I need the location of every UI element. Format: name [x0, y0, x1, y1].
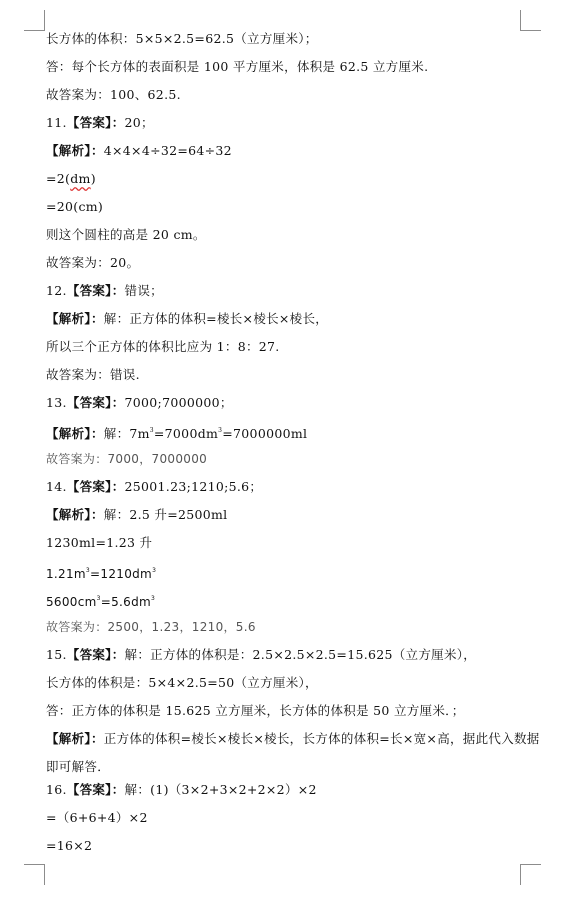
page-corner-top-left	[24, 10, 45, 31]
analysis-line	[46, 422, 546, 450]
analysis-line	[46, 142, 546, 170]
answer-line: 14.【答案】：25001.23;1210;5.6；	[46, 479, 263, 494]
label-bracket: 【答案】：	[66, 115, 125, 130]
label-bracket: 【解析】：	[46, 731, 104, 746]
spellcheck-underlined-word: dm	[70, 171, 91, 186]
label-bracket: 【解析】：	[46, 311, 104, 326]
text-line: 故答案为：2500，1.23，1210，5.6	[46, 620, 256, 634]
text-line: 则这个圆柱的高是 20 cm。	[46, 227, 206, 242]
text-segment: =5.6dm	[100, 595, 152, 609]
superscript: 3	[149, 427, 154, 434]
page-corner-top-right	[520, 10, 541, 31]
label-bracket: 【答案】：	[66, 283, 125, 298]
text-line: =16×2	[46, 838, 93, 853]
text-line: 所以三个正方体的体积比应为 1：8：27.	[46, 339, 280, 354]
superscript: 3	[96, 595, 101, 602]
text-line: 答：每个长方体的表面积是 100 平方厘米，体积是 62.5 立方厘米.	[46, 59, 429, 74]
text-line	[46, 590, 546, 618]
document-page	[46, 30, 546, 865]
text-segment: 1.21m	[46, 567, 86, 581]
text-line: 故答案为：7000，7000000	[46, 452, 208, 466]
label-bracket: 【答案】：	[66, 479, 125, 494]
analysis-line: 【解析】：正方体的体积=棱长×棱长×棱长，长方体的体积=长×宽×高，据此代入数据即可解答．	[46, 731, 540, 774]
text-line: 答：正方体的体积是 15.625 立方厘米，长方体的体积是 50 立方厘米．；	[46, 703, 465, 718]
analysis-line: 【解析】：解：正方体的体积=棱长×棱长×棱长，	[46, 311, 329, 326]
text-line: 故答案为：100、62.5.	[46, 87, 181, 102]
answer-line: 12.【答案】：错误；	[46, 283, 163, 298]
text-line: 1230ml=1.23 升	[46, 535, 153, 550]
superscript: 3	[151, 595, 156, 602]
label-bracket: 【解析】：	[46, 507, 104, 522]
label-bracket: 【答案】：	[66, 647, 125, 662]
text-segment: 解：7m	[103, 426, 150, 441]
text-line: 长方体的体积是：5×4×2.5=50（立方厘米），	[46, 675, 318, 690]
analysis-line: 【解析】：解：2.5 升=2500ml	[46, 507, 228, 522]
text-line: 故答案为：20。	[46, 255, 140, 270]
page-corner-bottom-left	[24, 864, 45, 885]
text-line: =20(cm)	[46, 199, 104, 214]
text-segment: =1210dm	[90, 567, 153, 581]
text-segment: )	[90, 171, 96, 186]
text-segment: =7000000ml	[222, 426, 308, 441]
answer-line: 13.【答案】：7000;7000000；	[46, 395, 233, 410]
analysis-label: 【解析】：	[46, 426, 104, 441]
text-line	[46, 170, 546, 198]
superscript: 3	[218, 427, 223, 434]
text-line: =（6+6+4）×2	[46, 810, 148, 825]
answer-line: 16.【答案】：解：(1)（3×2+3×2+2×2）×2	[46, 782, 317, 797]
text-segment: =7000dm	[153, 426, 219, 441]
text-segment: =2(	[46, 171, 71, 186]
page-corner-bottom-right	[520, 864, 541, 885]
label-bracket: 【答案】：	[66, 395, 125, 410]
answer-line: 15.【答案】：解：正方体的体积是：2.5×2.5×2.5=15.625（立方厘米），	[46, 647, 477, 662]
label-bracket: 【答案】：	[66, 782, 125, 797]
superscript: 3	[152, 567, 157, 574]
text-segment: 5600cm	[46, 595, 97, 609]
answer-line: 11.【答案】：20；	[46, 115, 154, 130]
superscript: 3	[85, 567, 91, 574]
text-line: 故答案为：错误.	[46, 367, 140, 382]
analysis-text: 4×4×4÷32=64÷32	[103, 143, 232, 158]
analysis-label: 【解析】：	[46, 143, 104, 158]
text-line: 长方体的体积：5×5×2.5=62.5（立方厘米）；	[46, 31, 318, 46]
text-line	[46, 562, 546, 590]
